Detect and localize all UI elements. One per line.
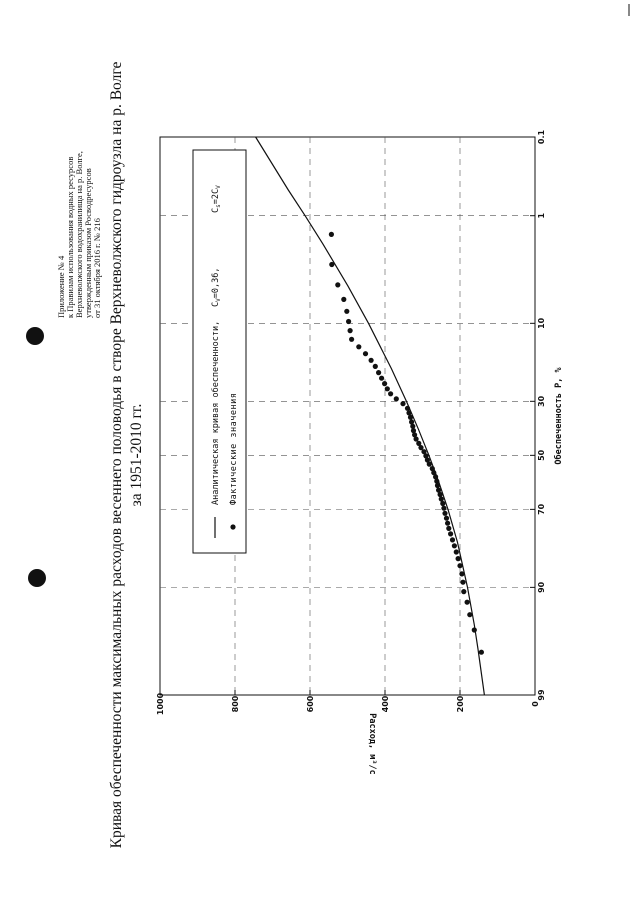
x-axis-label: Обеспеченность P, % [554,367,564,465]
x-tick-label: 1 [537,212,546,219]
analytic-curve [256,137,485,695]
binder-hole-top [26,327,44,345]
page-title: Кривая обеспеченности максимальных расходов весеннего половодья в створе Верхневолжского гидроузла на р. Волге [108,61,125,849]
data-point [459,571,464,576]
data-point [329,232,334,237]
data-point [457,563,462,568]
data-point [346,319,351,324]
x-tick-label: 30 [537,395,546,407]
x-tick-label: 99 [537,689,546,701]
data-point [394,396,399,401]
data-point [454,549,459,554]
data-point [461,589,466,594]
data-point [435,483,440,488]
data-point [456,556,461,561]
data-point [400,401,405,406]
data-point [344,309,349,314]
appendix-line: от 31 октября 2016 г. № 216 [92,218,102,318]
data-point [427,462,432,467]
x-tick-label: 10 [537,317,546,329]
data-point [369,358,374,363]
data-point [356,344,361,349]
binder-hole-bottom [28,569,46,587]
data-point [329,262,334,267]
y-tick-label: 200 [456,695,465,713]
data-point [460,580,465,585]
data-point [448,531,453,536]
x-tick-label: 70 [537,503,546,515]
x-tick-label: 50 [537,449,546,461]
legend-cv-value: 0,36 [211,272,221,294]
legend-cs-label: $C_s=2C_V$ [211,185,222,213]
data-point [450,537,455,542]
y-tick-label: 1000 [156,692,165,716]
y-tick-label: 0 [531,701,540,707]
data-point [467,612,472,617]
points-layer [329,232,484,655]
data-point [472,627,477,632]
curve-layer [256,137,485,695]
y-axis-label: Расход, м³/с [367,713,377,775]
y-tick-label: 600 [306,695,315,713]
data-point [414,436,419,441]
data-point [388,391,393,396]
appendix-line: Верхневолжского водохранилища на р. Волге, [74,151,84,318]
data-point [445,521,450,526]
data-point [440,501,445,506]
x-tick-label: 90 [537,581,546,593]
legend-cv-label: $C_V=0,36$, [211,267,222,307]
data-point [444,516,449,521]
data-point [376,370,381,375]
data-point [452,543,457,548]
data-point [363,351,368,356]
data-point [373,364,378,369]
x-tick-label: 0.1 [537,129,546,145]
data-point [349,337,354,342]
legend-cs-value: 2 [211,194,221,200]
legend-curve-label: Аналитическая кривая обеспеченности, [211,320,221,505]
y-tick-label: 400 [381,695,390,713]
data-point [438,492,443,497]
data-point [446,526,451,531]
appendix-line: к Правилам использования водных ресурсов [65,156,75,318]
data-point [385,386,390,391]
legend-points-label: Фактические значения [229,392,239,505]
data-point [408,415,413,420]
data-point [382,381,387,386]
probability-chart [156,129,564,774]
appendix-note [56,151,102,318]
data-point [479,650,484,655]
legend-point-swatch [230,524,235,529]
legend [193,150,246,553]
data-point [348,328,353,333]
appendix-line: утвержденным приказом Росводресурсов [83,168,93,318]
data-point [441,506,446,511]
y-tick-label: 800 [231,695,240,713]
page-subtitle: за 1951-2010 гг. [128,403,145,507]
data-point [465,600,470,605]
data-point [442,511,447,516]
data-point [405,406,410,411]
data-point [341,297,346,302]
data-point [335,282,340,287]
appendix-line: Приложение № 4 [56,255,66,318]
data-point [379,376,384,381]
data-point [439,496,444,501]
